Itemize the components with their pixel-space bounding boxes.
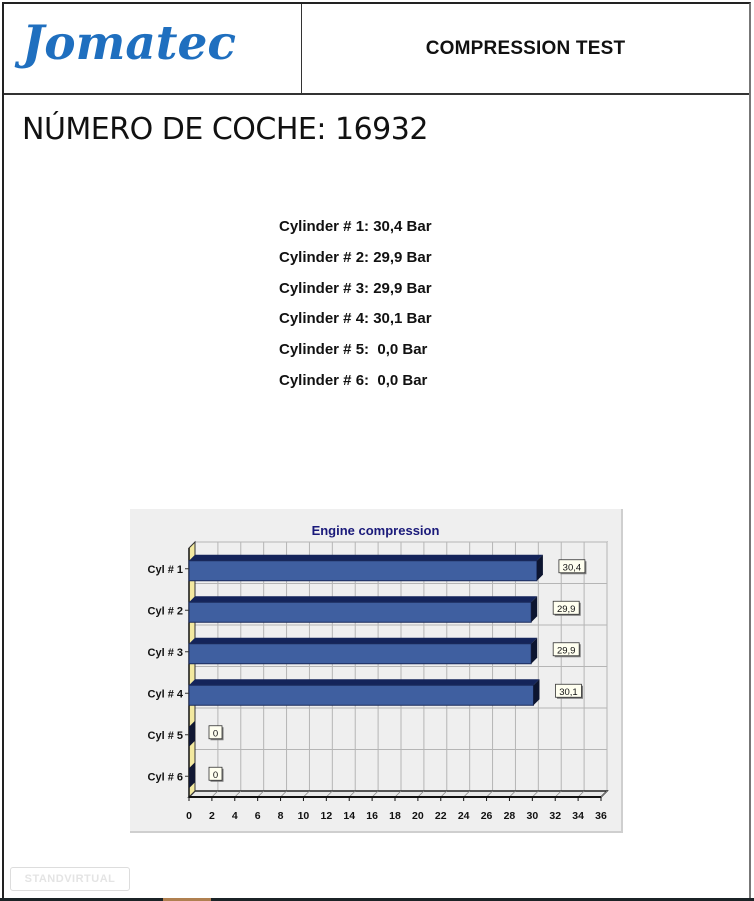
cylinder-readings [279,216,432,401]
svg-text:0: 0 [186,810,192,822]
svg-text:34: 34 [572,810,584,822]
logo-cell [4,4,302,93]
svg-text:36: 36 [595,810,607,822]
svg-text:Cyl # 3: Cyl # 3 [147,646,183,659]
svg-text:Cyl # 4: Cyl # 4 [147,688,183,701]
svg-text:14: 14 [343,810,356,822]
report-title: COMPRESSION TEST [425,37,626,59]
svg-text:30,1: 30,1 [559,686,578,698]
svg-text:24: 24 [457,810,470,822]
cylinder-reading: Cylinder # 3: 29,9 Bar [279,279,432,297]
cylinder-reading: Cylinder # 1: 30,4 Bar [279,218,432,235]
svg-text:4: 4 [231,810,238,822]
title-cell [302,4,749,93]
svg-text:10: 10 [297,810,310,822]
svg-text:0: 0 [212,728,219,740]
cylinder-reading: Cylinder # 4: 30,1 Bar [279,310,432,328]
cylinder-reading: Cylinder # 6: 0,0 Bar [279,371,428,389]
cylinder-reading: Cylinder # 2: 29,9 Bar [279,248,432,266]
svg-text:0: 0 [212,769,219,781]
cylinder-reading: Cylinder # 5: 0,0 Bar [279,341,428,359]
svg-text:8: 8 [277,810,284,822]
svg-text:16: 16 [366,810,378,822]
svg-text:Cyl # 6: Cyl # 6 [147,771,183,784]
svg-text:30,4: 30,4 [562,562,582,574]
svg-text:6: 6 [254,810,261,822]
svg-text:22: 22 [434,810,447,822]
report-header [4,4,749,95]
svg-text:18: 18 [389,810,401,822]
svg-text:26: 26 [480,810,493,822]
chart-plot [130,509,623,833]
svg-text:Cyl # 2: Cyl # 2 [147,605,183,618]
svg-text:29,9: 29,9 [556,645,576,657]
watermark: STANDVIRTUAL [10,867,130,891]
car-number-heading: NÚMERO DE COCHE: 16932 [22,112,428,147]
svg-text:29,9: 29,9 [556,603,576,615]
company-logo: Jomatec [22,16,237,71]
svg-text:20: 20 [412,810,424,822]
svg-text:12: 12 [320,810,333,822]
svg-text:32: 32 [549,810,562,822]
compression-chart [130,509,623,833]
svg-text:2: 2 [208,810,215,822]
svg-text:Cyl # 1: Cyl # 1 [147,563,183,576]
svg-text:30: 30 [526,810,539,822]
chart-title: Engine compression [311,523,440,538]
svg-text:Cyl # 5: Cyl # 5 [147,729,183,742]
svg-text:28: 28 [503,810,516,822]
